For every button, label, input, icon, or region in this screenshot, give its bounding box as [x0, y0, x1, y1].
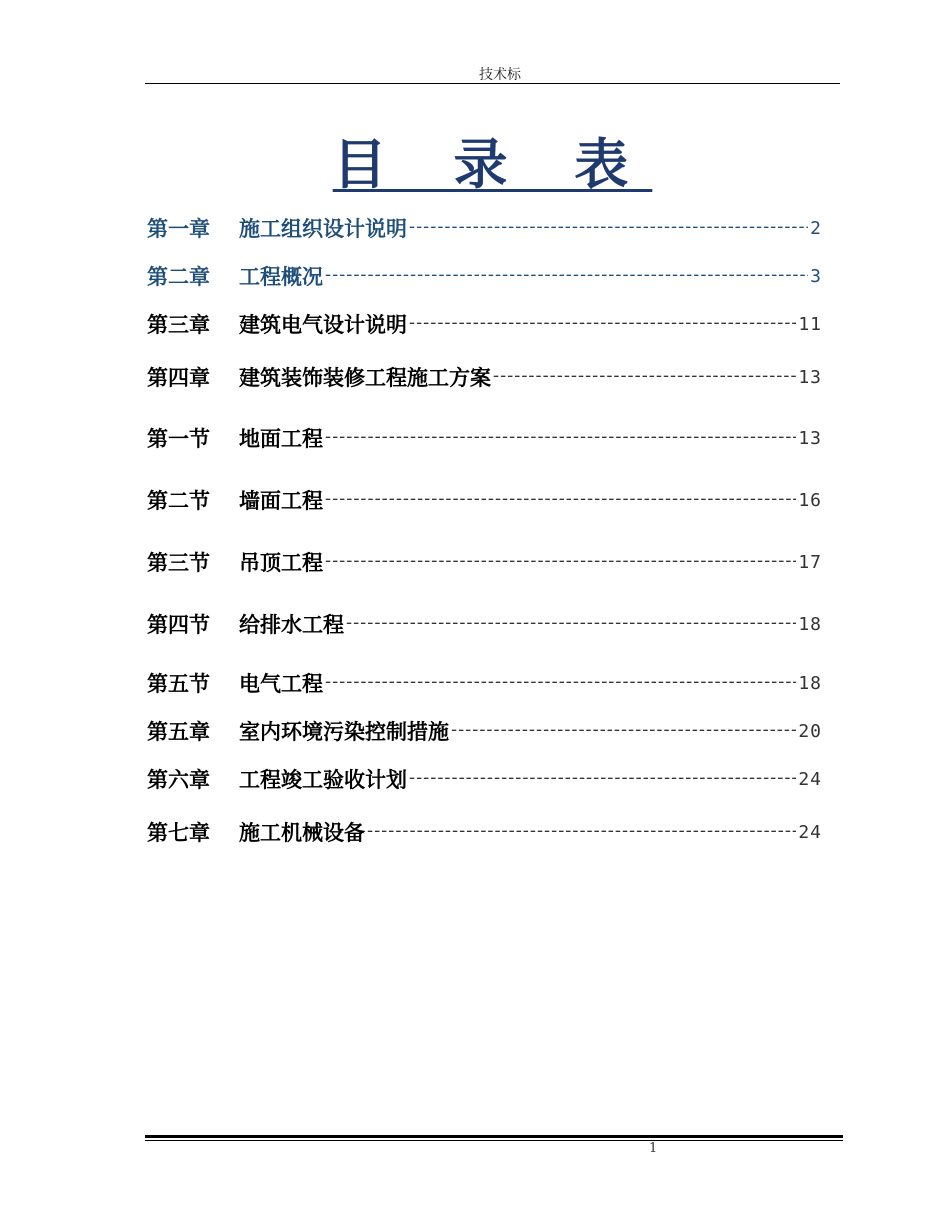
toc-entry-title: 工程概况 — [239, 264, 323, 289]
toc-entry-title: 墙面工程 — [239, 488, 323, 513]
toc-entry-page: 17 — [798, 551, 822, 573]
toc-entry-page: 16 — [798, 489, 822, 511]
toc-entry-title: 建筑装饰装修工程施工方案 — [239, 365, 491, 390]
toc-entry-title: 施工机械设备 — [239, 820, 365, 845]
toc-entry-label: 第三章 — [147, 312, 210, 337]
toc-dot-leader — [493, 367, 796, 385]
toc-dot-leader — [409, 314, 796, 332]
toc-entry[interactable] — [147, 360, 822, 394]
toc-entry[interactable] — [147, 815, 822, 849]
toc-entry-label: 第一节 — [147, 426, 210, 451]
toc-entry-label: 第六章 — [147, 767, 210, 792]
page-title-text: 目 录 表 — [332, 132, 653, 196]
toc-entry-title: 施工组织设计说明 — [239, 216, 407, 241]
header-divider — [145, 83, 840, 84]
toc-entry-page: 2 — [810, 217, 822, 239]
toc-dot-leader — [409, 769, 796, 787]
toc-entry-title: 地面工程 — [239, 426, 323, 451]
page-header: 技术标 — [479, 67, 521, 83]
toc-entry-label: 第二节 — [147, 488, 210, 513]
page-number: 1 — [649, 1141, 658, 1156]
toc-entry-title: 建筑电气设计说明 — [239, 312, 407, 337]
toc-entry[interactable] — [147, 259, 822, 293]
toc-dot-leader — [409, 218, 808, 236]
toc-entry-label: 第四节 — [147, 612, 210, 637]
footer-divider-thin — [145, 1140, 843, 1141]
toc-entry-page: 13 — [798, 366, 822, 388]
toc-entry-title: 工程竣工验收计划 — [239, 767, 407, 792]
toc-dot-leader — [367, 822, 796, 840]
toc-dot-leader — [325, 428, 796, 446]
toc-entry[interactable] — [147, 714, 822, 748]
toc-entry-title: 电气工程 — [239, 671, 323, 696]
toc-entry[interactable] — [147, 762, 822, 796]
footer-divider — [145, 1135, 843, 1138]
toc-entry-title: 吊顶工程 — [239, 550, 323, 575]
toc-dot-leader — [325, 490, 796, 508]
toc-entry[interactable] — [147, 307, 822, 341]
toc-entry-page: 20 — [798, 720, 822, 742]
toc-dot-leader — [346, 614, 796, 632]
toc-entry-label: 第二章 — [147, 264, 210, 289]
toc-entry[interactable] — [147, 545, 822, 579]
toc-entry-label: 第五章 — [147, 719, 210, 744]
toc-entry-title: 室内环境污染控制措施 — [239, 719, 449, 744]
toc-dot-leader — [451, 721, 796, 739]
toc-entry[interactable] — [147, 211, 822, 245]
page-title — [0, 122, 950, 199]
toc-entry-label: 第五节 — [147, 671, 210, 696]
toc-entry[interactable] — [147, 483, 822, 517]
toc-entry-page: 13 — [798, 427, 822, 449]
toc-entry-page: 3 — [810, 265, 822, 287]
toc-entry-label: 第七章 — [147, 820, 210, 845]
toc-entry-title: 给排水工程 — [239, 612, 344, 637]
toc-entry-page: 18 — [798, 672, 822, 694]
toc-entry-label: 第一章 — [147, 216, 210, 241]
toc-entry[interactable] — [147, 666, 822, 700]
toc-entry-page: 18 — [798, 613, 822, 635]
toc-entry[interactable] — [147, 607, 822, 641]
toc-dot-leader — [325, 673, 796, 691]
toc-entry-page: 24 — [798, 768, 822, 790]
toc-entry[interactable] — [147, 421, 822, 455]
toc-entry-label: 第四章 — [147, 365, 210, 390]
toc-entry-page: 11 — [798, 313, 822, 335]
toc-entry-page: 24 — [798, 821, 822, 843]
toc-dot-leader — [325, 266, 808, 284]
toc-dot-leader — [325, 552, 796, 570]
toc-entry-label: 第三节 — [147, 550, 210, 575]
